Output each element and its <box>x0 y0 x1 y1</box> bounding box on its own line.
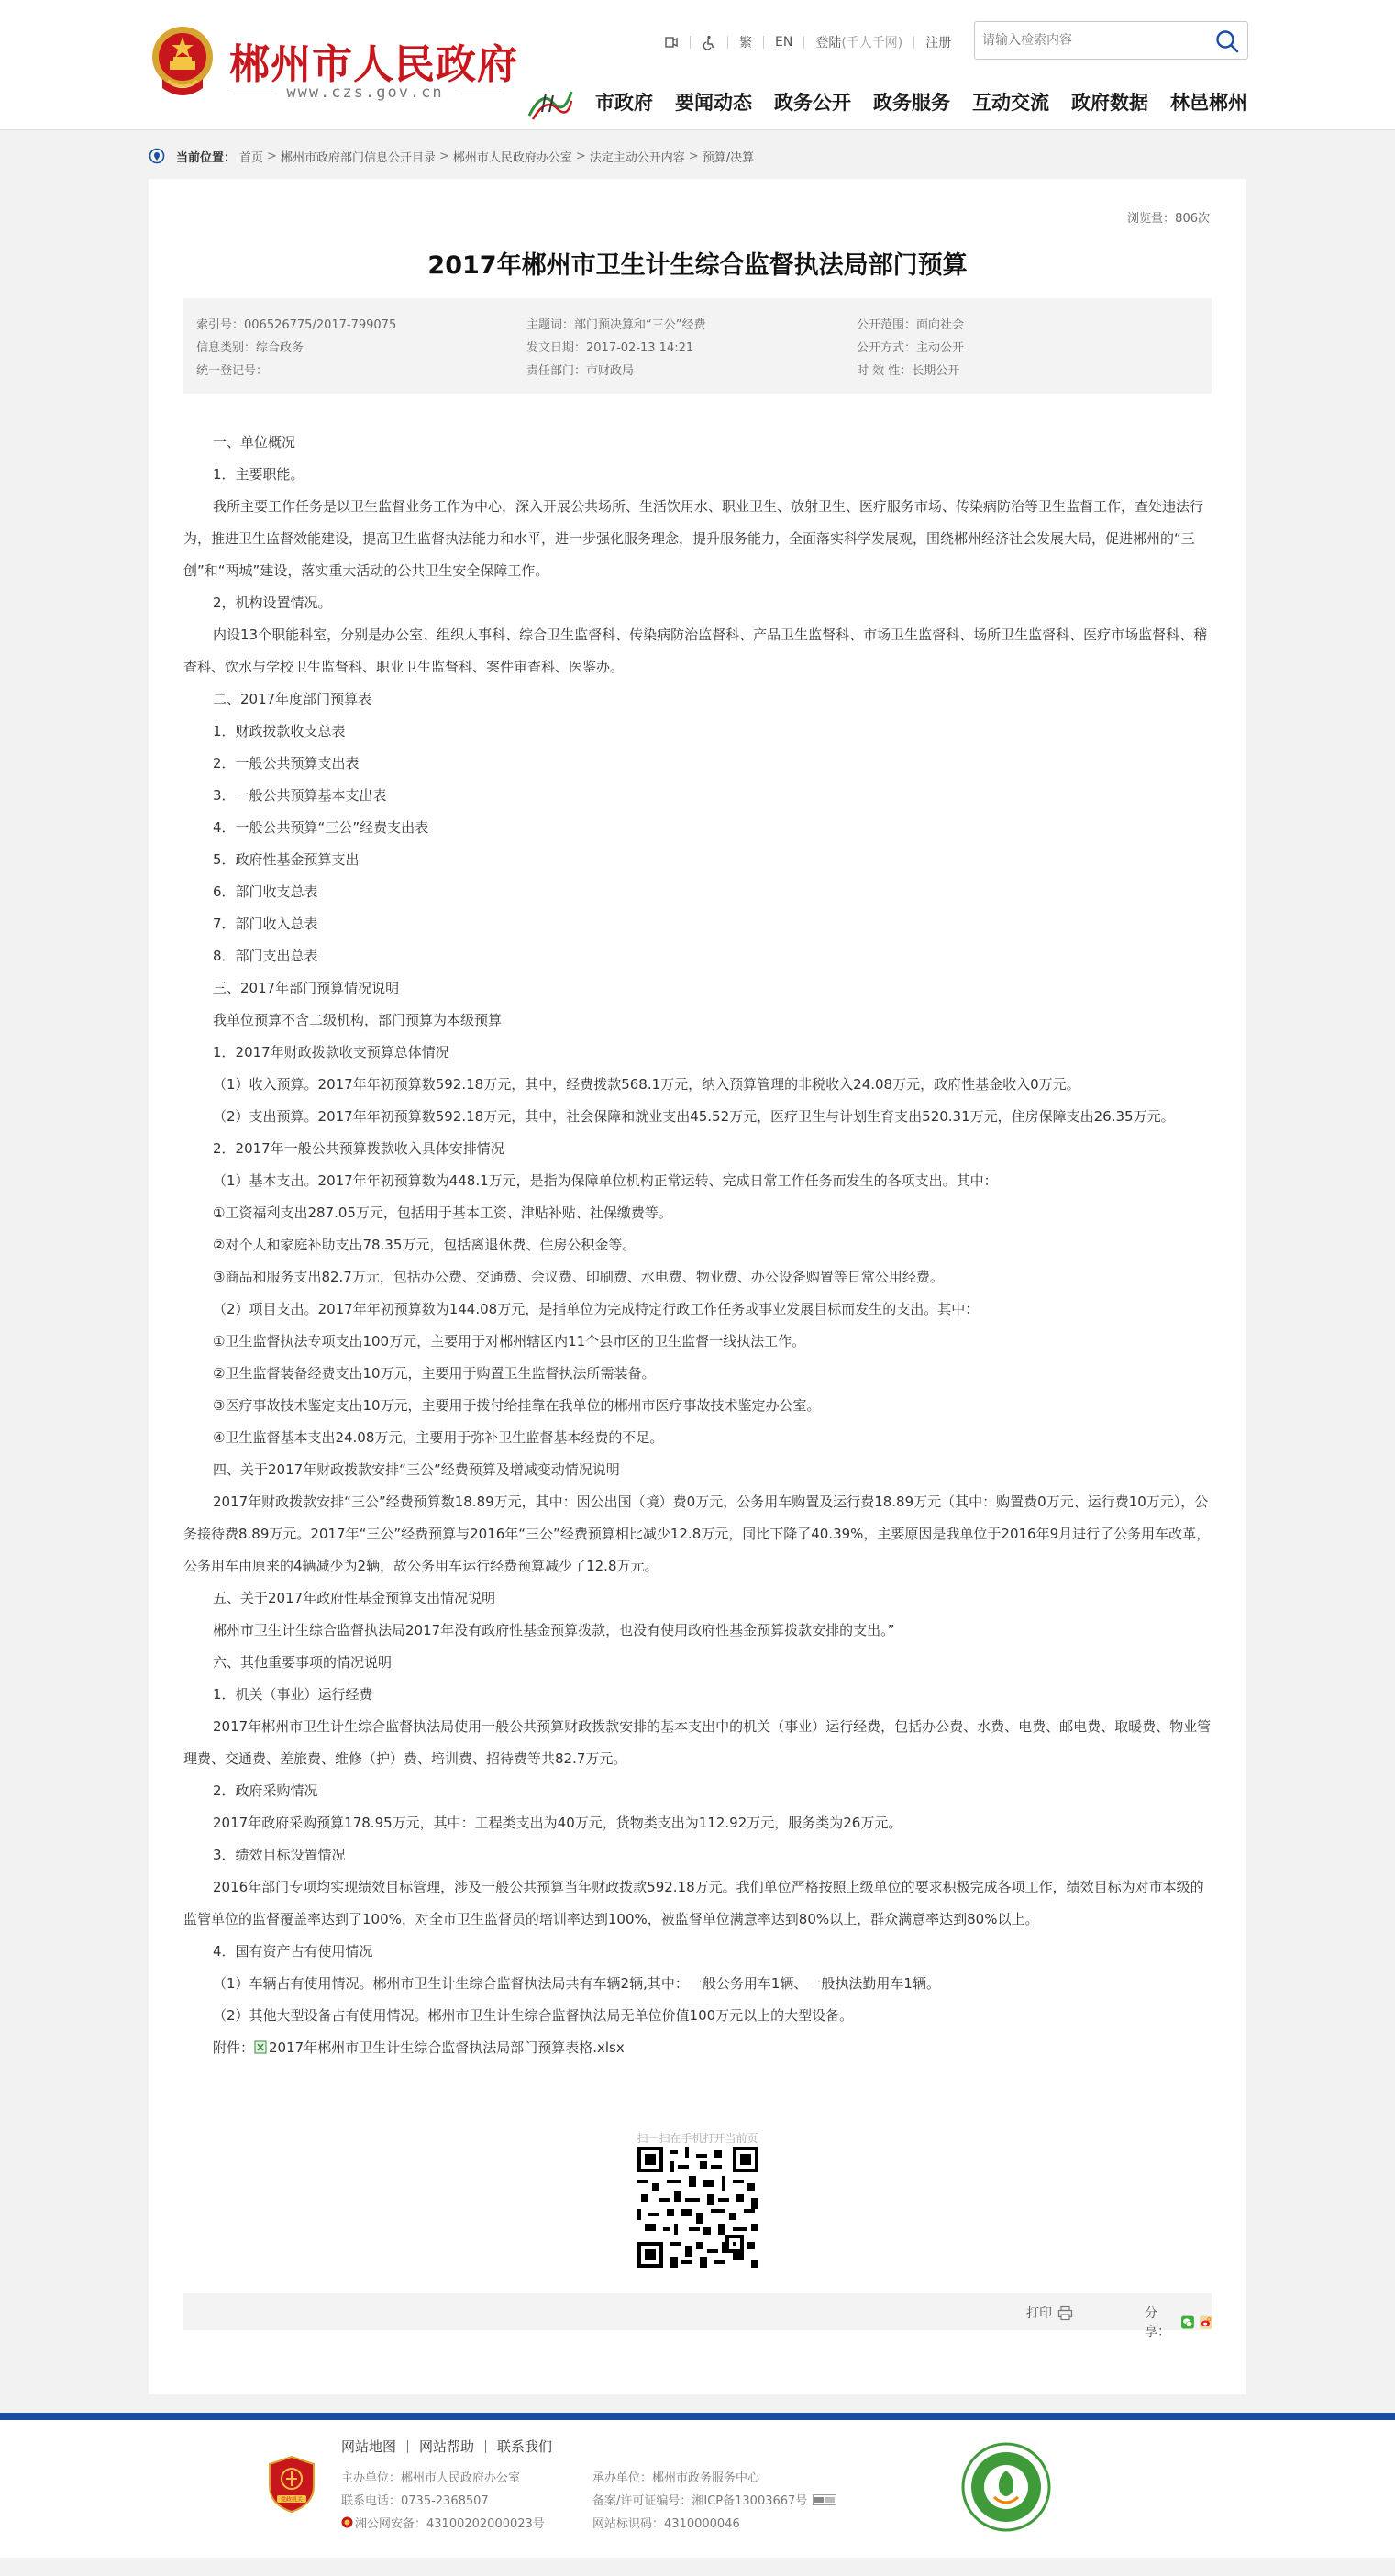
search-icon[interactable] <box>1214 28 1240 54</box>
meta-mode: 公开方式：主动公开 <box>857 341 965 355</box>
accessibility-icon[interactable] <box>702 35 716 50</box>
top-links <box>664 33 951 51</box>
paragraph: 我单位预算不含二级机构，部门预算为本级预算 <box>213 1012 503 1028</box>
paragraph: 2016年部门专项均实现绩效目标管理，涉及一般公共预算当年财政拨款592.18万元。我们单位严格按照上级单位的要求积极完成各项工作，绩效目标为对市本级的监管单位的监督覆盖率达到了100%，对全市卫生监督员的培训率达到100%，被监督单位满意率达到80%以上，群众满意率达到80%以上。 <box>183 1879 1204 1927</box>
paragraph: 3．一般公共预算基本支出表 <box>213 787 387 804</box>
meta-validity: 时 效 性：长期公开 <box>857 364 960 378</box>
paragraph: 6．部门收支总表 <box>213 883 318 900</box>
meta-subject: 主题词：部门预决算和“三公”经费 <box>526 318 706 332</box>
icp-badge-icon <box>813 2494 836 2505</box>
excel-file-icon <box>254 2040 267 2054</box>
english-link[interactable]: EN <box>775 35 793 50</box>
nav-item-gov-affairs-open[interactable]: 政务公开 <box>774 92 851 114</box>
paragraph: 2．2017年一般公共预算拨款收入具体安排情况 <box>213 1140 504 1157</box>
article-title: 2017年郴州市卫生计生综合监督执法局部门预算 <box>427 251 968 280</box>
footer-sponsor: 主办单位：郴州市人民政府办公室 <box>341 2471 521 2485</box>
paragraph: 我所主要工作任务是以卫生监督业务工作为中心，深入开展公共场所、生活饮用水、职业卫生、放射卫生、医疗服务市场、传染病防治等卫生监督工作，查处违法行为，推进卫生监督效能建设，提高卫生监督执法能力和水平，进一步强化服务理念，提升服务能力，全面落实科学发展观，围绕郴州经济社会发展大局，促进郴州的“三创”和“两城”建设，落实重大活动的公共卫生安全保障工作。 <box>183 498 1204 579</box>
paragraph: （2）支出预算。2017年年初预算数592.18万元，其中，社会保障和就业支出45.52万元，医疗卫生与计划生育支出520.31万元，住房保障支出26.35万元。 <box>213 1108 1175 1125</box>
location-pin-icon <box>149 148 165 164</box>
paragraph: 一、单位概况 <box>213 434 296 450</box>
paragraph: 郴州市卫生计生综合监督执法局2017年没有政府性基金预算拨款，也没有使用政府性基金预算拨款安排的支出。” <box>213 1622 895 1638</box>
party-government-badge-icon[interactable] <box>266 2455 317 2514</box>
paragraph: 3．绩效目标设置情况 <box>213 1847 346 1863</box>
qr-caption: 扫一扫在手机打开当前页 <box>637 2132 758 2145</box>
article-card <box>149 179 1246 2394</box>
paragraph: 四、关于2017年财政拨款安排“三公”经费预算及增减变动情况说明 <box>213 1461 620 1478</box>
footer-links <box>341 2437 552 2456</box>
paragraph: 2017年郴州市卫生计生综合监督执法局使用一般公共预算财政拨款安排的基本支出中的机关（事业）运行经费，包括办公费、水费、电费、邮电费、取暖费、物业管理费、交通费、差旅费、维修（护）费、培训费、招待费等共82.7万元。 <box>183 1718 1212 1767</box>
print-label: 打印 <box>1026 2306 1052 2321</box>
search-input[interactable] <box>982 30 1202 50</box>
breadcrumb-separator: > <box>438 149 449 163</box>
brand-mark-icon <box>526 84 573 121</box>
article-meta <box>183 298 1212 394</box>
paragraph: ①卫生监督执法专项支出100万元，主要用于对郴州辖区内11个县市区的卫生监督一线执法工作。 <box>213 1333 806 1349</box>
paragraph: 5．政府性基金预算支出 <box>213 851 360 868</box>
paragraph: 六、其他重要事项的情况说明 <box>213 1654 393 1671</box>
breadcrumb-item-budget[interactable]: 预算/决算 <box>702 150 755 165</box>
paragraph: （1）基本支出。2017年年初预算数为448.1万元，是指为保障单位机构正常运转、完成日常工作任务而发生的各项支出。其中： <box>213 1172 998 1189</box>
footer-icp[interactable]: 备案/许可证编号：湘ICP备13003667号 <box>592 2494 808 2508</box>
login-sub-label: (千人千网) <box>841 36 903 50</box>
paragraph: 1．2017年财政拨款收支预算总体情况 <box>213 1044 449 1060</box>
meta-reg-no: 统一登记号： <box>196 364 269 378</box>
share-label: 分享： <box>1145 2306 1170 2339</box>
footer-link-sitemap[interactable]: 网站地图 <box>341 2438 397 2455</box>
share-bar <box>183 2293 1212 2339</box>
attachment-line <box>183 2032 1212 2064</box>
paragraph: （2）其他大型设备占有使用情况。郴州市卫生计生综合监督执法局无单位价值100万元以上的大型设备。 <box>213 2007 854 2024</box>
paragraph: 三、2017年部门预算情况说明 <box>213 980 400 996</box>
paragraph: ②对个人和家庭补助支出78.35万元，包括离退休费、住房公积金等。 <box>213 1237 637 1253</box>
breadcrumb-label: 当前位置： <box>176 150 237 165</box>
paragraph: ③医疗事故技术鉴定支出10万元，主要用于拨付给挂靠在我单位的郴州市医疗事故技术鉴定办公室。 <box>213 1397 821 1414</box>
paragraph: 1．机关（事业）运行经费 <box>213 1686 373 1703</box>
share-group <box>1145 2304 1212 2340</box>
footer-site-code: 网站标识码：4310000046 <box>592 2517 740 2531</box>
civilized-site-seal-icon[interactable] <box>961 2442 1051 2532</box>
article-body <box>183 427 1212 2064</box>
paragraph: ③商品和服务支出82.7万元，包括办公费、交通费、会议费、印刷费、水电费、物业费、办公设备购置等日常公用经费。 <box>213 1269 944 1285</box>
site-domain: www.czs.gov.cn <box>229 83 501 102</box>
footer-divider <box>0 2413 1395 2420</box>
paragraph: 4．国有资产占有使用情况 <box>213 1943 373 1960</box>
paragraph: （1）车辆占有使用情况。郴州市卫生计生综合监督执法局共有车辆2辆,其中：一般公务用车1辆、一般执法勤用车1辆。 <box>213 1975 940 1992</box>
paragraph: 7．部门收入总表 <box>213 916 318 932</box>
paragraph: （2）项目支出。2017年年初预算数为144.08万元，是指单位为完成特定行政工作任务或事业发展目标而发生的支出。其中： <box>213 1301 980 1317</box>
search-box <box>974 21 1248 60</box>
paragraph: 1．主要职能。 <box>213 466 304 483</box>
view-count: 浏览量：806次 <box>1127 212 1210 226</box>
paragraph: 二、2017年度部门预算表 <box>213 691 372 707</box>
nav-item-gov-data[interactable]: 政府数据 <box>1071 92 1148 114</box>
site-header <box>0 0 1395 130</box>
breadcrumb-separator: > <box>267 149 277 163</box>
elderly-mode-icon[interactable] <box>664 35 679 50</box>
printer-icon <box>1057 2305 1073 2321</box>
paragraph: 2017年政府采购预算178.95万元，其中：工程类支出为40万元，货物类支出为112.92万元，服务类为26万元。 <box>213 1815 902 1831</box>
meta-dept: 责任部门：市财政局 <box>526 364 635 378</box>
police-badge-icon <box>341 2516 353 2528</box>
breadcrumb-separator: > <box>575 149 586 163</box>
national-emblem-icon <box>149 24 216 99</box>
paragraph: （1）收入预算。2017年年初预算数592.18万元，其中，经费拨款568.1万元，纳入预算管理的非税收入24.08万元，政府性基金收入0万元。 <box>213 1076 1080 1093</box>
paragraph: 2．政府采购情况 <box>213 1782 318 1799</box>
paragraph: 内设13个职能科室，分别是办公室、组织人事科、综合卫生监督科、传染病防治监督科、产品卫生监督科、市场卫生监督科、场所卫生监督科、医疗市场监督科、稽查科、饮水与学校卫生监督科、职业卫生监督科、案件审查科、医鉴办。 <box>183 627 1208 675</box>
paragraph: 五、关于2017年政府性基金预算支出情况说明 <box>213 1590 496 1606</box>
wechat-icon[interactable] <box>1181 2315 1194 2330</box>
footer-icp-line <box>592 2491 836 2508</box>
breadcrumb-item-statutory[interactable]: 法定主动公开内容 <box>589 150 685 165</box>
meta-category: 信息类别：综合政务 <box>196 341 304 355</box>
paragraph: 8．部门支出总表 <box>213 948 318 964</box>
meta-scope: 公开范围：面向社会 <box>857 318 965 332</box>
main-nav <box>595 88 1247 116</box>
paragraph: ④卫生监督基本支出24.08万元，主要用于弥补卫生监督基本经费的不足。 <box>213 1429 664 1446</box>
login-link[interactable]: 登陆 <box>815 36 842 50</box>
register-link[interactable]: 注册 <box>925 36 952 50</box>
footer-link-contact[interactable]: 联系我们 <box>497 2438 553 2455</box>
paragraph: 4．一般公共预算“三公”经费支出表 <box>213 819 429 836</box>
attachment-link[interactable]: 2017年郴州市卫生计生综合监督执法局部门预算表格.xlsx <box>269 2039 625 2056</box>
meta-date: 发文日期：2017-02-13 14:21 <box>526 341 694 355</box>
attachment-label: 附件： <box>213 2039 255 2056</box>
paragraph: 2．一般公共预算支出表 <box>213 755 360 772</box>
footer-police[interactable]: 湘公网安备：43100202000023号 <box>355 2517 545 2531</box>
paragraph: 2017年财政拨款安排“三公”经费预算数18.89万元，其中：因公出国（境）费0万元，公务用车购置及运行费18.89万元（其中：购置费0万元、运行费10万元），公务接待费8.89万元。2017年“三公”经费预算与2016年“三公”经费预算相比减少12.8万元，同比下降了40.39%，主要原因是我单位于2016年9月进行了公务用车改革，公务用车由原来的4辆减少为2辆，故公务用车运行经费预算减少了12.8万元。 <box>183 1493 1211 1574</box>
paragraph: ①工资福利支出287.05万元，包括用于基本工资、津贴补贴、社保缴费等。 <box>213 1205 672 1221</box>
nav-item-government[interactable]: 市政府 <box>595 92 653 114</box>
footer-phone: 联系电话：0735-2368507 <box>341 2494 489 2508</box>
nav-item-linyi-chenzhou[interactable]: 林邑郴州 <box>1170 92 1247 114</box>
nav-item-news[interactable]: 要闻动态 <box>675 92 752 114</box>
print-button[interactable] <box>1026 2304 1073 2322</box>
breadcrumb <box>149 147 754 165</box>
footer-link-help[interactable]: 网站帮助 <box>419 2438 475 2455</box>
meta-index-no: 索引号：006526775/2017-799075 <box>196 318 397 332</box>
traditional-chinese-link[interactable]: 繁 <box>739 36 752 50</box>
breadcrumb-separator: > <box>688 149 699 163</box>
footer-police-line <box>341 2514 545 2531</box>
weibo-icon[interactable] <box>1200 2315 1212 2330</box>
breadcrumb-item-office[interactable]: 郴州市人民政府办公室 <box>452 150 572 165</box>
paragraph: ②卫生监督装备经费支出10万元，主要用于购置卫生监督执法所需装备。 <box>213 1365 656 1382</box>
qr-code-icon <box>637 2147 758 2268</box>
paragraph: 1．财政拨款收支总表 <box>213 723 346 739</box>
site-footer <box>0 2420 1395 2558</box>
footer-organizer: 承办单位：郴州市政务服务中心 <box>592 2471 760 2485</box>
nav-item-interaction[interactable]: 互动交流 <box>972 92 1049 114</box>
breadcrumb-item-home[interactable]: 首页 <box>239 150 264 165</box>
site-name[interactable]: 郴州市人民政府 <box>229 41 518 88</box>
paragraph: 2，机构设置情况。 <box>213 594 332 611</box>
badge-text: 党政机关 <box>280 2496 304 2504</box>
nav-item-gov-services[interactable]: 政务服务 <box>873 92 950 114</box>
breadcrumb-item-catalog[interactable]: 郴州市政府部门信息公开目录 <box>280 150 436 165</box>
